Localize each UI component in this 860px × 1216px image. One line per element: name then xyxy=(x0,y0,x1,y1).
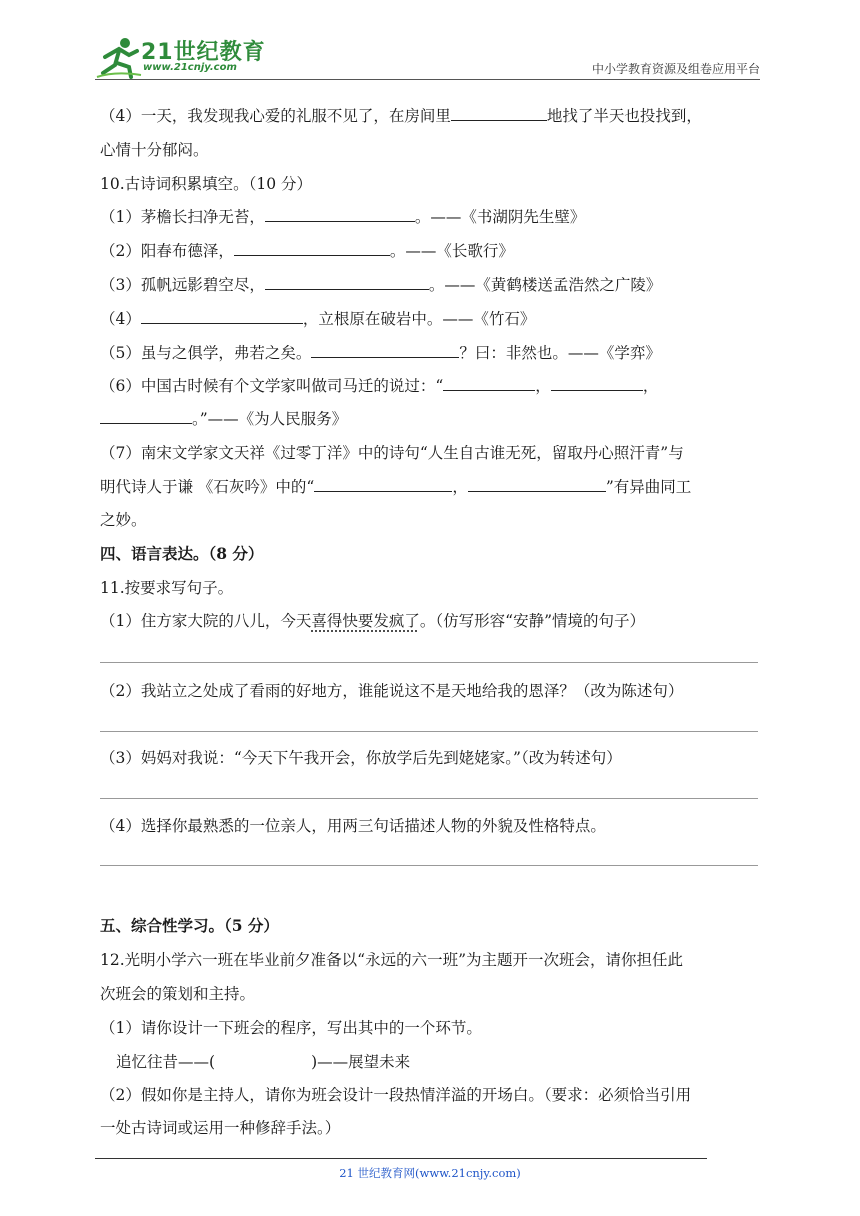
question-10-6 xyxy=(100,376,658,396)
question-10-7-end: 之妙。 xyxy=(100,511,147,529)
fill-blank[interactable] xyxy=(443,376,535,391)
question-12-1: （1）请你设计一下班会的程序，写出其中的一个环节。 xyxy=(100,1019,482,1037)
question-text: ，立根原在破岩中。——《竹石》 xyxy=(302,310,536,328)
fill-blank[interactable] xyxy=(314,477,452,492)
answer-line[interactable] xyxy=(100,865,758,866)
question-text: ”有异曲同工 xyxy=(605,478,692,496)
question-text: ， xyxy=(642,377,659,395)
question-10-1 xyxy=(100,207,585,227)
site-logo xyxy=(95,35,275,80)
fill-blank[interactable] xyxy=(311,343,459,358)
question-text: 地找了半天也投找到， xyxy=(546,107,702,125)
question-text: 。”——《为人民服务》 xyxy=(192,410,348,428)
logo-url: www.21cnjy.com xyxy=(143,62,237,73)
question-11-2: （2）我站立之处成了看雨的好地方，谁能说这不是天地给我的恩泽？（改为陈述句） xyxy=(100,682,684,700)
question-text: （4） xyxy=(100,310,141,328)
question-10-6-cont xyxy=(100,409,347,429)
section-4-heading: 四、语言表达。（8 分） xyxy=(100,544,264,563)
question-text: )——展望未来 xyxy=(311,1053,411,1071)
question-10-5 xyxy=(100,343,661,363)
page-header xyxy=(95,30,760,80)
fill-blank[interactable] xyxy=(265,275,429,290)
answer-line[interactable] xyxy=(100,662,758,663)
question-text: 。——《长歌行》 xyxy=(389,242,514,260)
question-9-4-cont: 心情十分郁闷。 xyxy=(100,141,209,159)
fill-blank[interactable] xyxy=(551,376,643,391)
footer-divider xyxy=(95,1158,707,1159)
question-11-4: （4）选择你最熟悉的一位亲人，用两三句话描述人物的外貌及性格特点。 xyxy=(100,817,606,835)
fill-blank[interactable] xyxy=(100,409,192,424)
question-11-1 xyxy=(100,611,645,631)
answer-line[interactable] xyxy=(100,798,758,799)
question-10-title: 10.古诗词积累填空。（10 分） xyxy=(100,175,313,193)
question-12: 12.光明小学六一班在毕业前夕准备以“永远的六一班”为主题开一次班会，请你担任此 xyxy=(100,951,684,969)
fill-blank[interactable] xyxy=(451,106,547,121)
question-9-4 xyxy=(100,106,702,126)
question-text: ， xyxy=(535,377,551,395)
question-text: （4）一天，我发现我心爱的礼服不见了，在房间里 xyxy=(100,107,451,125)
question-text: 。——《书湖阴先生壁》 xyxy=(414,208,586,226)
question-text: ？曰：非然也。——《学弈》 xyxy=(459,344,661,362)
question-text: （5）虽与之俱学，弗若之矣。 xyxy=(100,344,312,362)
question-10-7-cont xyxy=(100,477,691,497)
question-text: （3）孤帆远影碧空尽， xyxy=(100,276,265,294)
question-12-cont: 次班会的策划和主持。 xyxy=(100,985,256,1003)
fill-blank[interactable] xyxy=(265,207,415,222)
fill-blank[interactable] xyxy=(141,309,303,324)
question-12-2: （2）假如你是主持人，请你为班会设计一段热情洋溢的开场白。（要求：必须恰当引用 xyxy=(100,1086,692,1104)
question-11-title: 11.按要求写句子。 xyxy=(100,579,234,597)
page-footer: 21 世纪教育网(www.21cnjy.com) xyxy=(339,1166,521,1180)
platform-name: 中小学教育资源及组卷应用平台 xyxy=(591,62,760,76)
section-5-heading: 五、综合性学习。（5 分） xyxy=(100,916,279,935)
header-divider xyxy=(95,79,760,80)
answer-line[interactable] xyxy=(100,731,758,732)
fill-blank[interactable] xyxy=(468,477,606,492)
question-12-1-program xyxy=(116,1052,410,1072)
question-text: （1）茅檐长扫净无苔， xyxy=(100,208,265,226)
question-text: 明代诗人于谦 《石灰吟》中的“ xyxy=(100,478,315,496)
question-text: 。（仿写形容“安静”情境的句子） xyxy=(419,612,645,630)
question-text: 追忆往昔——( xyxy=(116,1053,216,1071)
emphasized-phrase: 喜得快要发疯了 xyxy=(311,612,420,630)
logo-text: 21世纪教育 xyxy=(141,40,266,65)
question-10-4 xyxy=(100,309,535,329)
question-text: （6）中国古时候有个文学家叫做司马迁的说过：“ xyxy=(100,377,444,395)
question-10-7: （7）南宋文学家文天祥《过零丁洋》中的诗句“人生自古谁无死，留取丹心照汗青”与 xyxy=(100,444,684,462)
question-text: （1）住方家大院的八儿，今天 xyxy=(100,612,312,630)
runner-logo-icon xyxy=(95,35,143,79)
question-text: ， xyxy=(452,478,468,496)
fill-blank[interactable] xyxy=(234,241,390,256)
question-text: （2）阳春布德泽， xyxy=(100,242,234,260)
question-10-3 xyxy=(100,275,661,295)
question-10-2 xyxy=(100,241,514,261)
question-text: 。——《黄鹤楼送孟浩然之广陵》 xyxy=(428,276,662,294)
question-12-2-cont: 一处古诗词或运用一种修辞手法。） xyxy=(100,1119,341,1137)
question-11-3: （3）妈妈对我说：“今天下午我开会，你放学后先到姥姥家。”（改为转述句） xyxy=(100,749,622,767)
